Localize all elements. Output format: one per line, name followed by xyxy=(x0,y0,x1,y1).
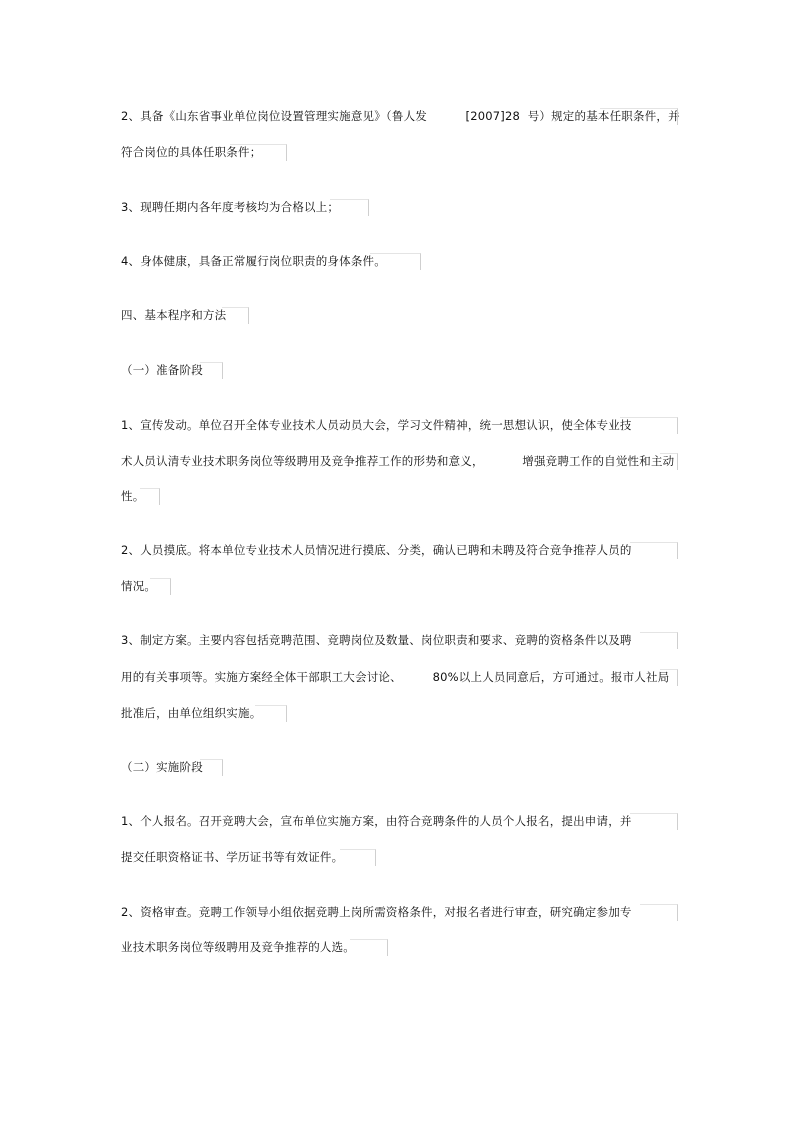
line-end-mark xyxy=(222,307,249,324)
line-end-mark xyxy=(150,578,171,595)
line-end-mark xyxy=(640,904,678,921)
text-line: 2、人员摸底。将本单位专业技术人员情况进行摸底、分类，确认已聘和未聘及符合竞争推荐人员的 xyxy=(121,543,632,557)
text-line: 3、现聘任期内各年度考核均为合格以上； xyxy=(121,200,340,214)
text-line: 2、资格审查。竞聘工作领导小组依据竞聘上岗所需资格条件，对报名者进行审查，研究确定参加专 xyxy=(121,905,632,919)
line-end-mark xyxy=(140,488,160,505)
line-end-mark xyxy=(660,669,678,686)
line-end-mark xyxy=(660,453,678,470)
line-end-mark xyxy=(200,759,223,776)
line-end-mark xyxy=(340,849,376,866)
subsection-heading: （二）实施阶段 xyxy=(121,760,203,774)
text-line: 提交任职资格证书、学历证书等有效证件。 xyxy=(121,850,344,864)
text-line: 情况。 xyxy=(121,579,157,593)
text-line: 4、身体健康，具备正常履行岗位职责的身体条件。 xyxy=(121,254,386,268)
line-end-mark xyxy=(200,362,223,379)
line-end-mark xyxy=(600,108,678,125)
line-end-mark xyxy=(330,199,369,216)
line-end-mark xyxy=(640,632,678,649)
text-line: 用的有关事项等。实施方案经全体干部职工大会讨论、 80%以上人员同意后，方可通过。报市人社局 xyxy=(121,670,670,684)
text-line: 2、具备《山东省事业单位岗位设置管理实施意见》（鲁人发 [2007]28 号）规定的基本任职条件，并 xyxy=(121,109,680,123)
section-heading: 四、基本程序和方法 xyxy=(121,308,227,322)
text-line: 业技术职务岗位等级聘用及竞争推荐的人选。 xyxy=(121,940,355,954)
text-line: 符合岗位的具体任职条件； xyxy=(121,145,262,159)
text-line: 1、宣传发动。单位召开全体专业技术人员动员大会，学习文件精神，统一思想认识，使全体专业技 xyxy=(121,418,632,432)
line-end-mark xyxy=(350,939,388,956)
line-end-mark xyxy=(230,144,287,161)
subsection-heading: （一）准备阶段 xyxy=(121,363,203,377)
text-line: 3、制定方案。主要内容包括竞聘范围、竞聘岗位及数量、岗位职责和要求、竞聘的资格条件以及聘 xyxy=(121,633,632,647)
line-end-mark xyxy=(370,253,421,270)
line-end-mark xyxy=(630,813,678,830)
text-line: 性。 xyxy=(121,489,145,503)
line-end-mark xyxy=(620,417,678,434)
line-end-mark xyxy=(630,542,678,559)
text-line: 批准后，由单位组织实施。 xyxy=(121,706,262,720)
line-end-mark xyxy=(255,705,287,722)
text-line: 1、个人报名。召开竞聘大会，宣布单位实施方案，由符合竞聘条件的人员个人报名，提出申请，并 xyxy=(121,814,632,828)
text-line: 术人员认清专业技术职务岗位等级聘用及竞争推荐工作的形势和意义， 增强竞聘工作的自觉性和主动 xyxy=(121,454,675,468)
